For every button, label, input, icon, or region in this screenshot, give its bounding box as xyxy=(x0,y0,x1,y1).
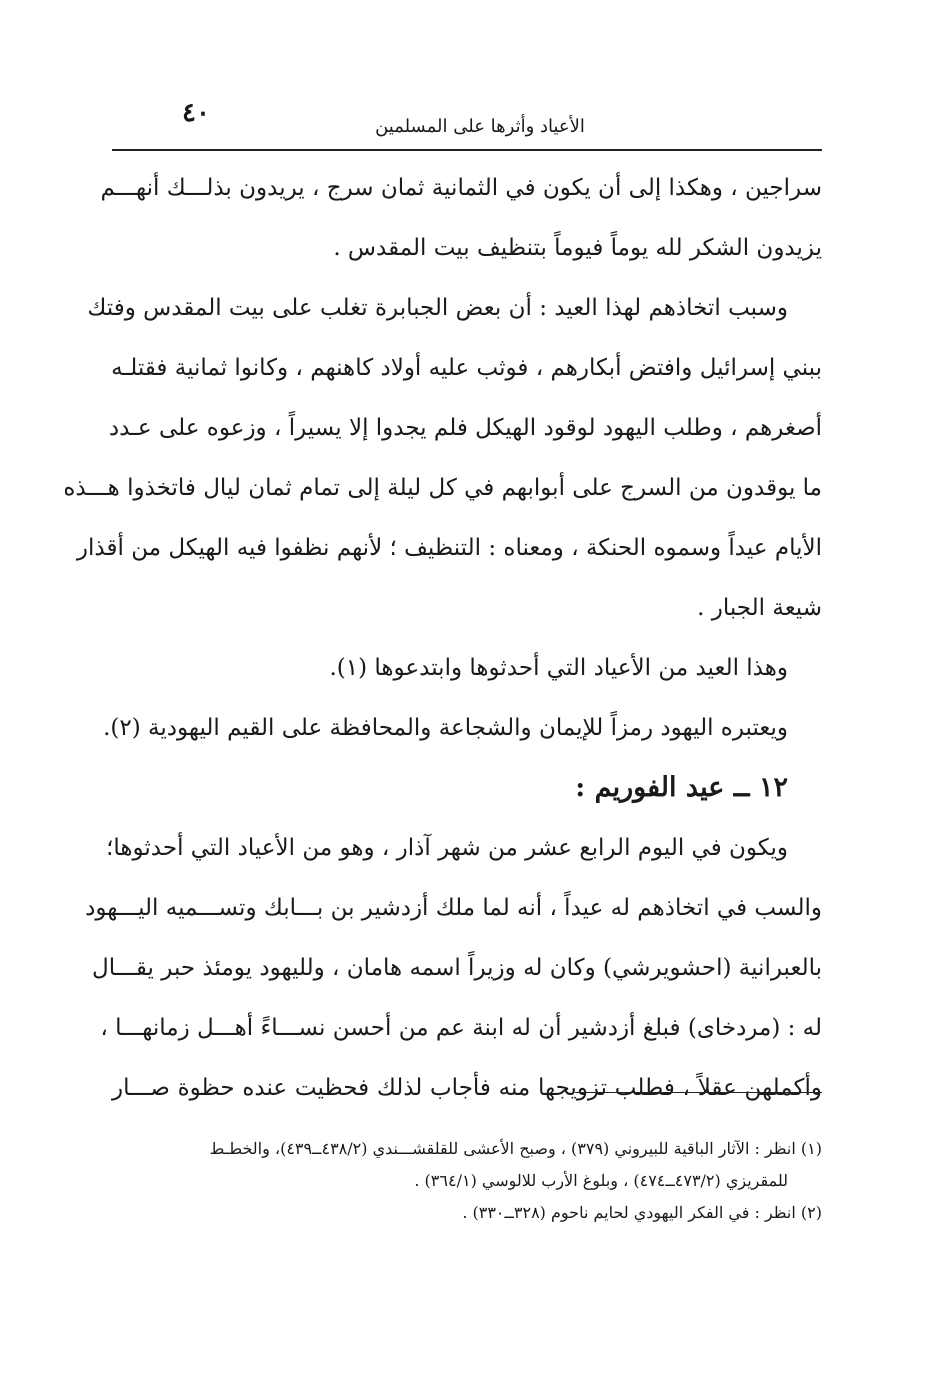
paragraph-line: وهذا العيد من الأعياد التي أحدثوها وابتدعوها (١). xyxy=(329,655,788,681)
text-line: سراجين ، وهكذا إلى أن يكون في الثمانية ثمان سرج ، يريدون بذلـــك أنهـــم xyxy=(100,175,822,201)
footnotes xyxy=(112,1133,822,1229)
footnote-2: (٢) انظر : في الفكر اليهودي لحايم ناحوم (٣٢٨ــ٣٣٠) . xyxy=(462,1203,822,1222)
section-heading: ١٢ ــ عيد الفوريم : xyxy=(575,772,788,803)
running-title: الأعياد وأثرها على المسلمين xyxy=(375,116,585,137)
paragraph-start-line: وسبب اتخاذهم لهذا العيد : أن بعض الجبابرة تغلب على بيت المقدس وفتك xyxy=(87,295,788,321)
text-line: أصغرهم ، وطلب اليهود لوقود الهيكل فلم يجدوا إلا يسيراً ، وزعوه على عـدد xyxy=(108,415,822,441)
paragraph-start-line: ويكون في اليوم الرابع عشر من شهر آذار ، وهو من الأعياد التي أحدثوها؛ xyxy=(106,835,788,861)
text-line: الأيام عيداً وسموه الحنكة ، ومعناه : التنظيف ؛ لأنهم نظفوا فيه الهيكل من أقذار xyxy=(76,535,822,561)
main-text xyxy=(63,158,822,1118)
text-line: وأكملهن عقلاً ، فطلب تزويجها منه فأجاب لذلك فحظيت عنده حظوة صـــار xyxy=(112,1075,822,1101)
header-divider xyxy=(112,149,822,151)
text-line: ببني إسرائيل وافتض أبكارهم ، فوثب عليه أولاد كاهنهم ، وكانوا ثمانية فقتلـه xyxy=(111,355,822,381)
text-line: يزيدون الشكر لله يوماً فيوماً بتنظيف بيت المقدس . xyxy=(333,235,822,261)
text-line: والسب في اتخاذهم له عيداً ، أنه لما ملك أزدشير بن بـــابك وتســـميه اليـــهود xyxy=(85,895,822,921)
text-line: له : (مردخاى) فبلغ أزدشير أن له ابنة عم من أحسن نســـاءً أهـــل زمانهـــا ، xyxy=(100,1015,822,1041)
text-line: بالعبرانية (احشويرشي) وكان له وزيراً اسمه هامان ، ولليهود يومئذ حبر يقـــال xyxy=(91,955,822,981)
text-line: ما يوقدون من السرج على أبوابهم في كل ليلة إلى تمام ثمان ليال فاتخذوا هـــذه xyxy=(63,475,822,501)
footnote-divider xyxy=(575,1092,822,1093)
paragraph-line: ويعتبره اليهود رمزاً للإيمان والشجاعة والمحافظة على القيم اليهودية (٢). xyxy=(103,715,788,741)
footnote-1: (١) انظر : الآثار الباقية للبيروني (٣٧٩) ، وصبح الأعشى للقلقشـــندي (٤٣٨/٢ــ٤٣٩)، والخطـط xyxy=(209,1139,822,1158)
page-number: ٤٠ xyxy=(182,98,210,128)
text-line: شيعة الجبار . xyxy=(697,595,822,621)
footnote-1-continuation: للمقريزي (٤٧٣/٢ــ٤٧٤) ، وبلوغ الأرب للالوسي (٣٦٤/١) . xyxy=(414,1171,788,1190)
